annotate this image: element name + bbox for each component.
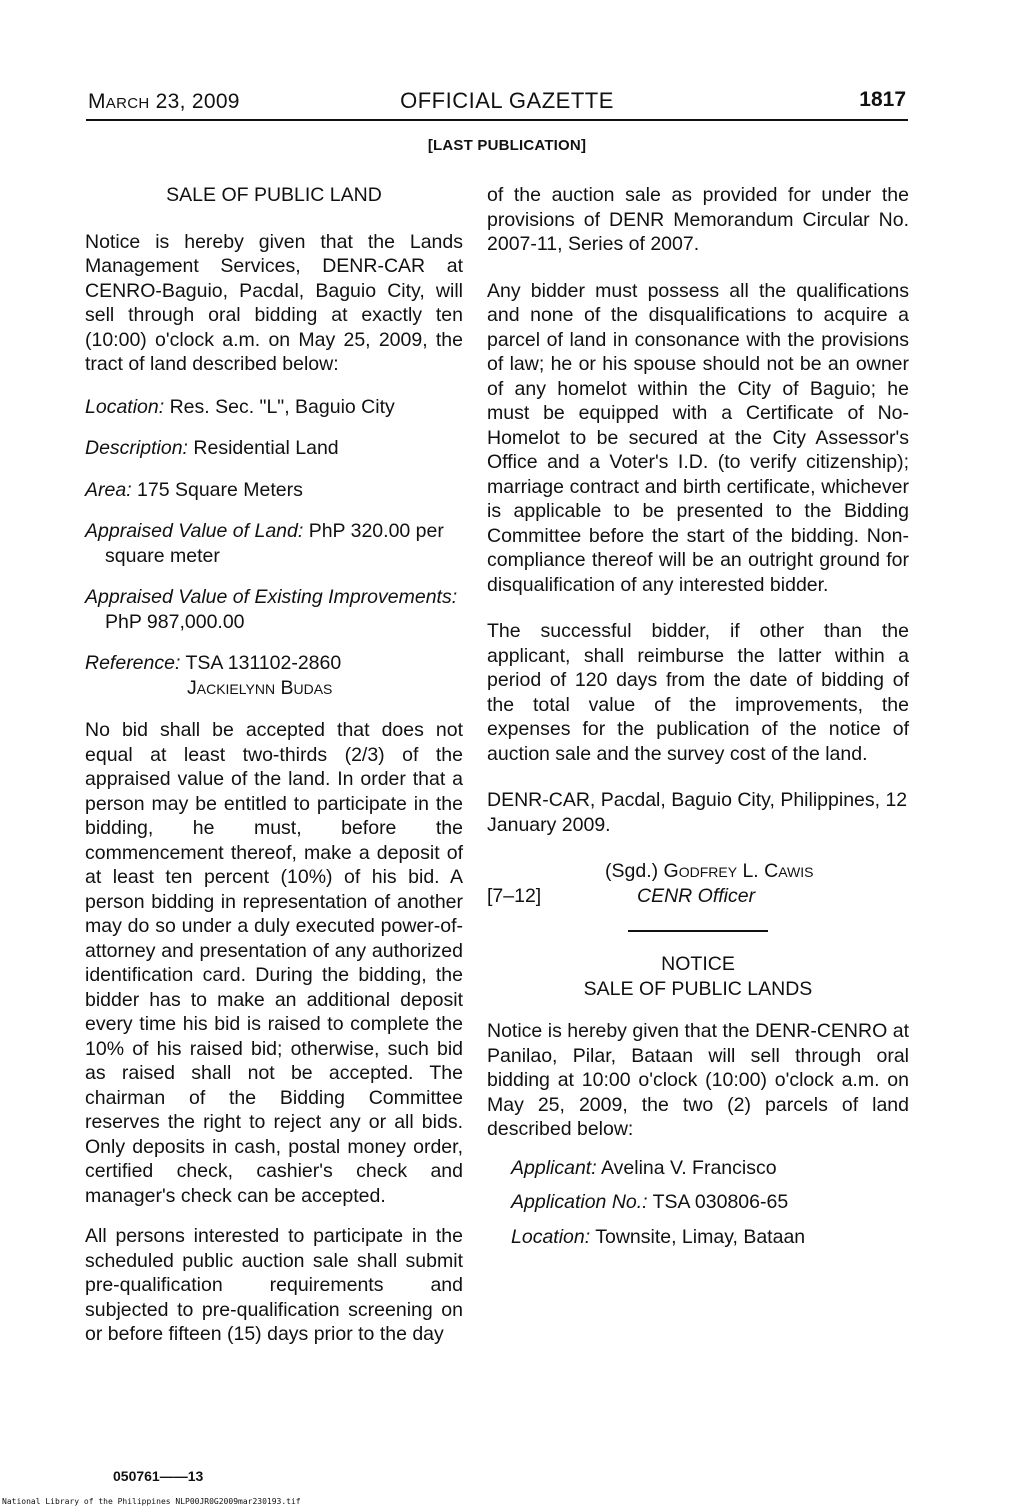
detail-key: Description: [85, 437, 188, 459]
detail-value: Res. Sec. "L", Baguio City [164, 395, 395, 418]
left-para-bids: No bid shall be accepted that does not equal at least two-thirds (2/3) of the appraised value of the land. In order that a person may be entitled to participate in the bidding, he must, before the commencement thereof, make a deposit of at least ten percent (10%) of his bid. A person bidding in representation of another may do so under a duly executed power-of-attorney and presentation of any authorized identification card. During the bidding, the bidder has to make an additional deposit every time his bid is raised to complete the 10% of his raised bid; otherwise, such bid as raised shall not be accepted. The chairman of the Bidding Committee reserves the right to reject any or all bids. Only deposits in cash, postal money order, certified check, cashier's check and manager's check can be accepted. [85, 719, 463, 1207]
notice-location [487, 1225, 909, 1250]
detail-key: Applicant: [511, 1156, 597, 1179]
signature-title-line [487, 884, 909, 909]
place-date: DENR-CAR, Pacdal, Baguio City, Philippines, 12 January 2009. [487, 789, 908, 836]
detail-reference [85, 651, 463, 676]
right-para-bidder: Any bidder must possess all the qualifications and none of the disqualifications to acquire a parcel of land in consonance with the provisions of law; he or his spouse should not be an owner of any homelot within the City of Baguio; he must be equipped with a Certificate of No-Homelot to be secured at the City Assessor's Office and a Voter's I.D. (to verify citizenship); marriage contract and birth certificate, whichever is applicable to be presented to the Bidding Committee before the start of the bidding. Non-compliance thereof will be an outright ground for disqualification of any interested bidder. [487, 279, 909, 596]
applicant-name: Jackielynn Budas [187, 676, 333, 699]
detail-value: TSA 131102-2860 [180, 652, 342, 674]
page-number: 1817 [859, 88, 906, 111]
detail-key: Area: [85, 478, 132, 501]
notice-subtitle: SALE OF PUBLIC LANDS [583, 977, 813, 1000]
header-rule [86, 119, 908, 121]
right-para-successful: The successful bidder, if other than the applicant, shall reimburse the latter within a period of 120 days from the date of bidding of the total value of the improvements, the expenses for the publication of the notice of auction sale and the survey cost of the land. [487, 620, 909, 765]
detail-description [85, 436, 463, 461]
footer-code: 050761——13 [113, 1468, 204, 1484]
detail-value: PhP 320.00 per square meter [105, 520, 444, 567]
sgd-label: (Sgd.) [605, 860, 664, 882]
footer-library-stamp: National Library of the Philippines NLP00JR0G2009mar230193.tif [2, 1497, 301, 1506]
left-para-prequal: All persons interested to participate in the scheduled public auction sale shall submit pre-qualification requirements and subjected to pre-qualification screening on or before fifteen (15) days prior to the day [85, 1225, 463, 1345]
notice-intro: Notice is hereby given that the DENR-CENRO at Panilao, Pilar, Bataan will sell through oral bidding at 10:00 o'clock (10:00) o'clock a.m. on May 25, 2009, the two (2) parcels of land described below: [487, 1020, 909, 1140]
detail-key: Reference: [85, 652, 181, 674]
detail-value: Townsite, Limay, Bataan [590, 1225, 806, 1248]
detail-appraised-land [85, 519, 463, 568]
signer-name: Godfrey L. Cawis [663, 860, 814, 882]
publication-label: [LAST PUBLICATION] [427, 137, 587, 154]
right-continuation: of the auction sale as provided for under the provisions of DENR Memorandum Circular No. 2007-11, Series of 2007. [487, 184, 909, 255]
header-date-rest: 23, 2009 [149, 90, 240, 113]
detail-location [85, 395, 463, 420]
detail-key: Appraised Value of Land: [85, 520, 304, 542]
reference-code: [7–12] [487, 884, 542, 907]
gazette-title: OFFICIAL GAZETTE [400, 88, 614, 113]
left-details [85, 395, 463, 701]
detail-value: TSA 030806-65 [647, 1191, 789, 1213]
detail-area [85, 478, 463, 503]
notice-applicant [487, 1156, 909, 1181]
detail-key: Application No.: [511, 1191, 648, 1213]
detail-value: PhP 987,000.00 [105, 610, 245, 633]
detail-value: Residential Land [187, 437, 339, 459]
signature-line [487, 859, 909, 884]
header-date-month: March [88, 90, 150, 113]
left-intro: Notice is hereby given that the Lands Management Services, DENR-CAR at CENRO-Baguio, Pacdal, Baguio City, will sell through oral bidding at exactly ten (10:00) o'clock a.m. on May 25, 2009, the tract of land described below: [85, 230, 463, 375]
detail-key: Location: [85, 395, 165, 418]
detail-value: Avelina V. Francisco [596, 1156, 777, 1179]
right-column [487, 183, 909, 1249]
notice-application-no [487, 1190, 909, 1215]
detail-value: 175 Square Meters [131, 478, 303, 501]
detail-key: Appraised Value of Existing Improvements: [85, 586, 458, 608]
detail-key: Location: [511, 1225, 591, 1248]
detail-appraised-improvements [85, 585, 463, 634]
notice-title: NOTICE [661, 953, 735, 975]
left-column [85, 183, 463, 1347]
officer-title: CENR Officer [637, 884, 756, 907]
left-heading: SALE OF PUBLIC LAND [166, 184, 382, 206]
section-divider [628, 930, 768, 932]
